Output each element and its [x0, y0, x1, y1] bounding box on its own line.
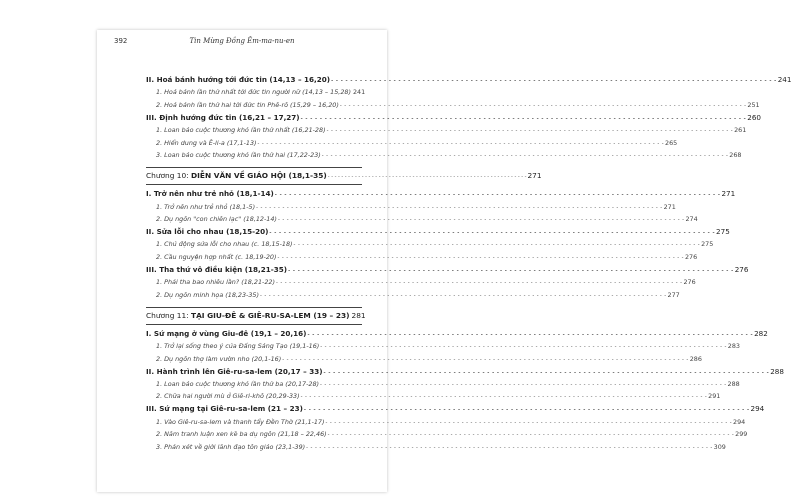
toc-page-number: 281 — [351, 310, 366, 320]
toc-entry-title: 2. Năm tranh luận xen kẽ ba dụ ngôn (21,18 – 22,46) — [156, 430, 327, 439]
chapter-rule-bottom — [146, 184, 362, 185]
toc-subsection — [156, 441, 726, 453]
toc-page-number: 282 — [754, 328, 768, 338]
toc-entry-title: 1. Loan báo cuộc thương khó lần thứ ba (20,17-28) — [156, 380, 320, 388]
toc-page-number: 271 — [663, 202, 676, 211]
toc-page-number: 260 — [747, 112, 761, 122]
toc-page-number: 299 — [735, 430, 748, 439]
toc-page-number: 271 — [721, 189, 736, 199]
toc-entry-title: 1. Trở nên như trẻ nhỏ (18,1-5) — [156, 202, 256, 211]
toc-subsection — [156, 428, 748, 440]
running-title: Tin Mừng Đồng Êm-ma-nu-en — [189, 37, 295, 45]
toc-page-number: 274 — [685, 215, 698, 224]
toc-leader — [288, 264, 734, 277]
toc-entry-title: 1. Chủ động sửa lỗi cho nhau (c. 18,15-18) — [156, 240, 293, 249]
toc-entry-title: 2. Hiển dung và Ê-li-a (17,1-13) — [156, 138, 257, 147]
toc-subsection — [156, 251, 698, 263]
toc-entry-title: I. Trở nên như trẻ nhỏ (18,1-14) — [146, 189, 274, 199]
toc-leader — [282, 353, 689, 366]
toc-subsection — [156, 289, 680, 301]
chapter-rule-top — [146, 167, 362, 168]
toc-leader — [304, 403, 750, 416]
toc-page-number: 294 — [733, 417, 746, 426]
toc-leader — [322, 149, 729, 162]
toc-entry-title: III. Tha thứ vô điều kiện (18,21-35) — [146, 264, 288, 274]
toc-leader — [326, 416, 733, 429]
toc-subsection — [156, 276, 696, 288]
toc-page-number: 309 — [713, 442, 726, 451]
toc-page-number: 241 — [777, 75, 791, 84]
toc-chapter-title — [146, 169, 327, 183]
toc-subsection — [156, 99, 760, 111]
toc-entry-title: 1. Vào Giê-ru-sa-lem và thanh tẩy Đền Thờ (21,1-17) — [156, 417, 325, 426]
toc-entry-title: II. Hành trình lên Giê-ru-sa-lem (20,17 – 33) — [146, 366, 323, 376]
toc-leader — [275, 188, 721, 201]
toc-entry-title: 1. Hoá bánh lần thứ nhất tới đức tin người nữ (14,13 – 15,28) — [156, 88, 351, 97]
toc-entry-title: II. Sửa lỗi cho nhau (18,15-20) — [146, 227, 269, 236]
toc-leader — [277, 251, 684, 264]
toc-page-number: 276 — [683, 278, 696, 287]
toc-page-number: 276 — [684, 252, 698, 261]
toc-page-number: 275 — [716, 227, 730, 236]
toc-leader — [324, 366, 770, 379]
toc-page-number: 271 — [527, 171, 542, 181]
toc-leader — [256, 201, 663, 214]
toc-entry-title: 2. Hoá bánh lần thứ hai tới đức tin Phê-rô (15,29 – 16,20) — [156, 100, 339, 109]
toc-entry-title: I. Sứ mạng ở vùng Giu-đê (19,1 – 20,16) — [146, 328, 307, 338]
toc-leader — [269, 226, 715, 239]
toc-subsection — [156, 201, 676, 213]
toc-subsection — [156, 124, 747, 136]
toc-subsection — [156, 213, 698, 225]
toc-entry-title: 2. Dụ ngôn "con chiên lạc" (18,12-14) — [156, 215, 277, 224]
toc-entry-title: 2. Cầu nguyện hợp nhất (c. 18,19-20) — [156, 252, 277, 261]
chapter-rule-top — [146, 307, 362, 308]
toc-entry-title: II. Hoá bánh hướng tới đức tin (14,13 – 16,20) — [146, 75, 331, 84]
toc-chapter — [146, 169, 542, 183]
toc-entry-title: 1. Phải tha bao nhiêu lần? (18,21-22) — [156, 278, 275, 287]
toc-subsection — [156, 238, 714, 250]
toc-entry-title: 2. Chữa hai người mù ở Giê-ri-khô (20,29-33) — [156, 392, 300, 401]
toc-subsection — [156, 137, 678, 149]
toc-entry-title: 1. Loan báo cuộc thương khó lần thứ nhất (16,21-28) — [156, 126, 326, 135]
toc-subsection — [156, 149, 742, 161]
toc-chapter — [146, 309, 366, 323]
toc-leader — [276, 276, 683, 289]
toc-page-number: 291 — [708, 392, 721, 401]
toc-leader — [294, 238, 701, 251]
toc-page-number: 261 — [734, 126, 747, 135]
toc-subsection — [156, 416, 746, 428]
toc-page-number: 288 — [770, 366, 784, 376]
toc-entry-title: 3. Phán xét về giới lãnh đạo tôn giáo (23,1-39) — [156, 442, 306, 451]
toc-leader — [278, 213, 685, 226]
toc-subsection — [156, 340, 740, 352]
toc-leader — [328, 428, 735, 441]
toc-subsection — [156, 378, 740, 390]
toc-leader — [307, 328, 753, 341]
toc-subsection — [156, 390, 721, 402]
toc-section — [146, 226, 730, 238]
page-number: 392 — [114, 37, 128, 45]
toc-subsection — [156, 353, 702, 365]
toc-leader — [306, 441, 713, 454]
toc-section — [146, 328, 768, 340]
toc-leader — [260, 289, 667, 302]
toc-leader — [320, 340, 727, 353]
toc-entry-title: 2. Dụ ngôn minh họa (18,23-35) — [156, 290, 259, 299]
toc-page-number: 275 — [701, 240, 714, 249]
toc-page-number: 251 — [747, 100, 760, 109]
toc-entry-title: 3. Loan báo cuộc thương khó lần thứ hai (17,22-23) — [156, 150, 321, 159]
toc-leader — [331, 74, 777, 87]
toc-entry-title: III. Định hướng đức tin (16,21 – 17,27) — [146, 112, 300, 122]
toc-section — [146, 74, 791, 86]
toc-page-number: 277 — [667, 290, 680, 299]
toc-page-number: 268 — [729, 150, 742, 159]
toc-leader — [258, 137, 665, 150]
toc-page-number: 241 — [352, 88, 366, 97]
toc-chapter-prefix: Chương 11: — [146, 310, 192, 320]
toc-entry-title: III. Sứ mạng tại Giê-ru-sa-lem (21 – 23) — [146, 404, 303, 414]
toc-leader — [320, 378, 727, 391]
toc-chapter-name: TẠI GIU-ĐÊ & GIÊ-RU-SA-LEM (19 – 23) — [191, 310, 350, 320]
toc-chapter-name: DIỄN VĂN VỀ GIÁO HỘI (18,1-35) — [191, 171, 327, 181]
toc-subsection — [156, 86, 366, 98]
toc-section — [146, 403, 765, 415]
toc-page-number: 294 — [750, 404, 765, 414]
toc-page-number: 283 — [727, 342, 740, 351]
toc-leader — [301, 390, 708, 403]
toc-leader — [327, 124, 734, 137]
toc-section — [146, 366, 784, 378]
toc-page-number: 286 — [689, 354, 702, 363]
toc-leader — [340, 99, 747, 112]
toc-section — [146, 112, 761, 124]
toc-chapter-title — [146, 309, 350, 323]
toc-section — [146, 264, 749, 276]
toc-page-number: 288 — [727, 380, 740, 388]
chapter-rule-bottom — [146, 324, 362, 325]
toc-leader — [301, 112, 747, 125]
toc-page-number: 265 — [665, 138, 678, 147]
toc-page-number: 276 — [734, 264, 749, 274]
toc-section — [146, 188, 736, 200]
toc-entry-title: 1. Trở lại sống theo ý của Đấng Sáng Tạo (19,1-16) — [156, 342, 320, 351]
toc-entry-title: 2. Dụ ngôn thợ làm vườn nho (20,1-16) — [156, 354, 282, 363]
toc-leader — [328, 169, 527, 184]
toc-chapter-prefix: Chương 10: — [146, 171, 192, 181]
